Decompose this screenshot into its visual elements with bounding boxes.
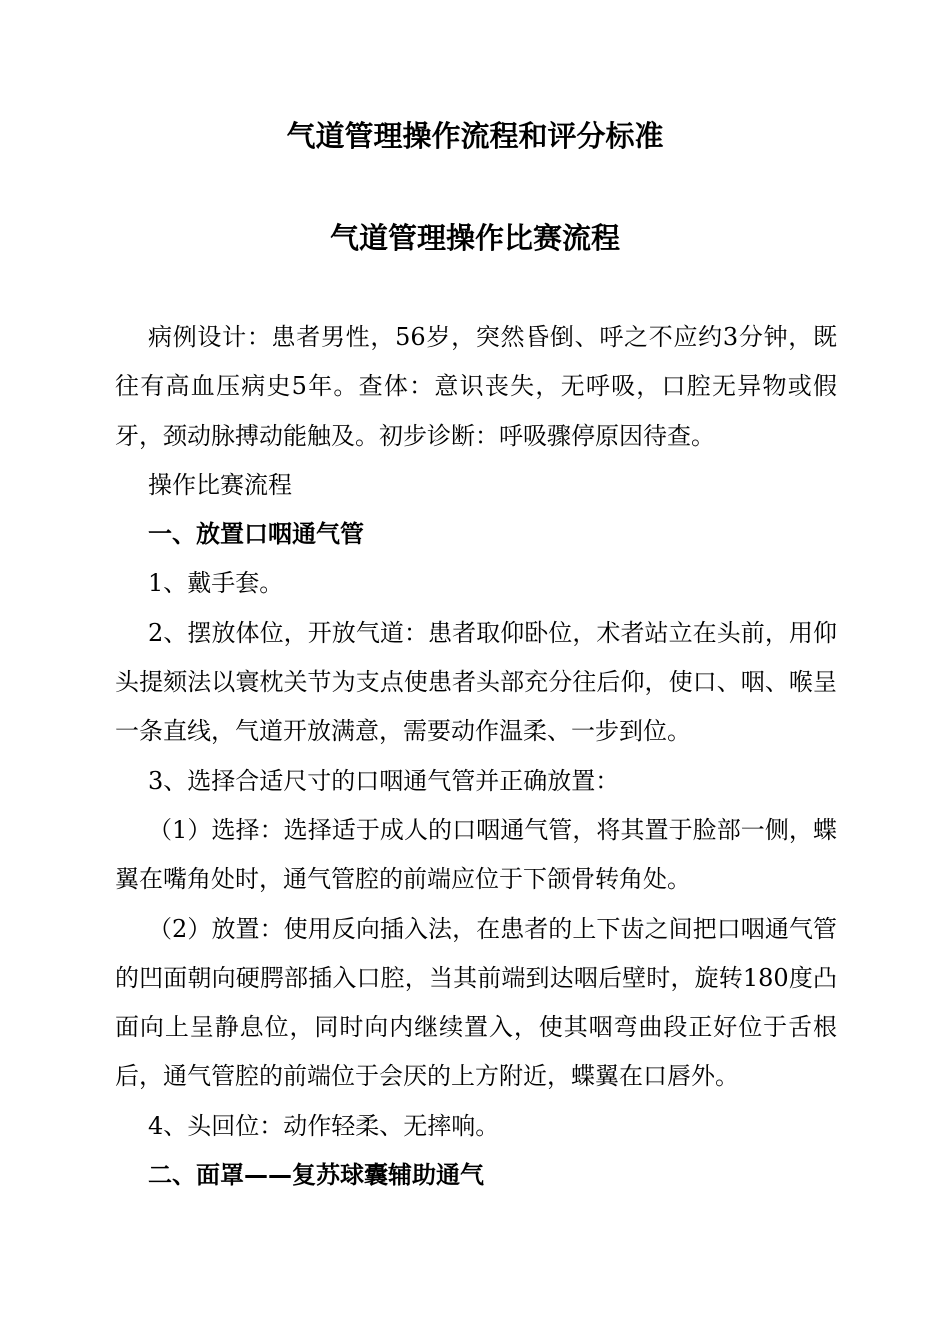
step-3-sub-1: （1）选择：选择适于成人的口咽通气管，将其置于脸部一侧，蝶翼在嘴角处时，通气管腔的前端应位于下颌骨转角处。 <box>115 815 837 894</box>
section-heading-1: 一、放置口咽通气管 <box>148 520 364 549</box>
step-3-sub-2: （2）放置：使用反向插入法，在患者的上下齿之间把口咽通气管的凹面朝向硬腭部插入口腔，当其前端到达咽后壁时，旋转180度凸面向上呈静息位，同时向内继续置入，使其咽弯曲段正好位于舌根后，通气管腔的前端位于会厌的上方附近，蝶翼在口唇外。 <box>115 914 837 1091</box>
step-4: 4、头回位：动作轻柔、无摔响。 <box>148 1111 500 1140</box>
procedure-label: 操作比赛流程 <box>148 470 292 499</box>
step-3: 3、选择合适尺寸的口咽通气管并正确放置： <box>148 766 620 795</box>
document-body <box>115 313 837 1200</box>
case-design-paragraph: 病例设计：患者男性，56岁，突然昏倒、呼之不应约3分钟，既往有高血压病史5年。查体：意识丧失，无呼吸，口腔无异物或假牙，颈动脉搏动能触及。初步诊断：呼吸骤停原因待查。 <box>115 323 837 450</box>
step-2: 2、摆放体位，开放气道：患者取仰卧位，术者站立在头前，用仰头提颏法以寰枕关节为支点使患者头部充分往后仰，使口、咽、喉呈一条直线，气道开放满意，需要动作温柔、一步到位。 <box>115 618 837 746</box>
document-title: 气道管理操作流程和评分标准 <box>286 119 664 153</box>
step-1: 1、戴手套。 <box>148 569 284 598</box>
document-subtitle: 气道管理操作比赛流程 <box>329 221 620 255</box>
section-heading-2: 二、面罩——复苏球囊辅助通气 <box>148 1161 484 1190</box>
